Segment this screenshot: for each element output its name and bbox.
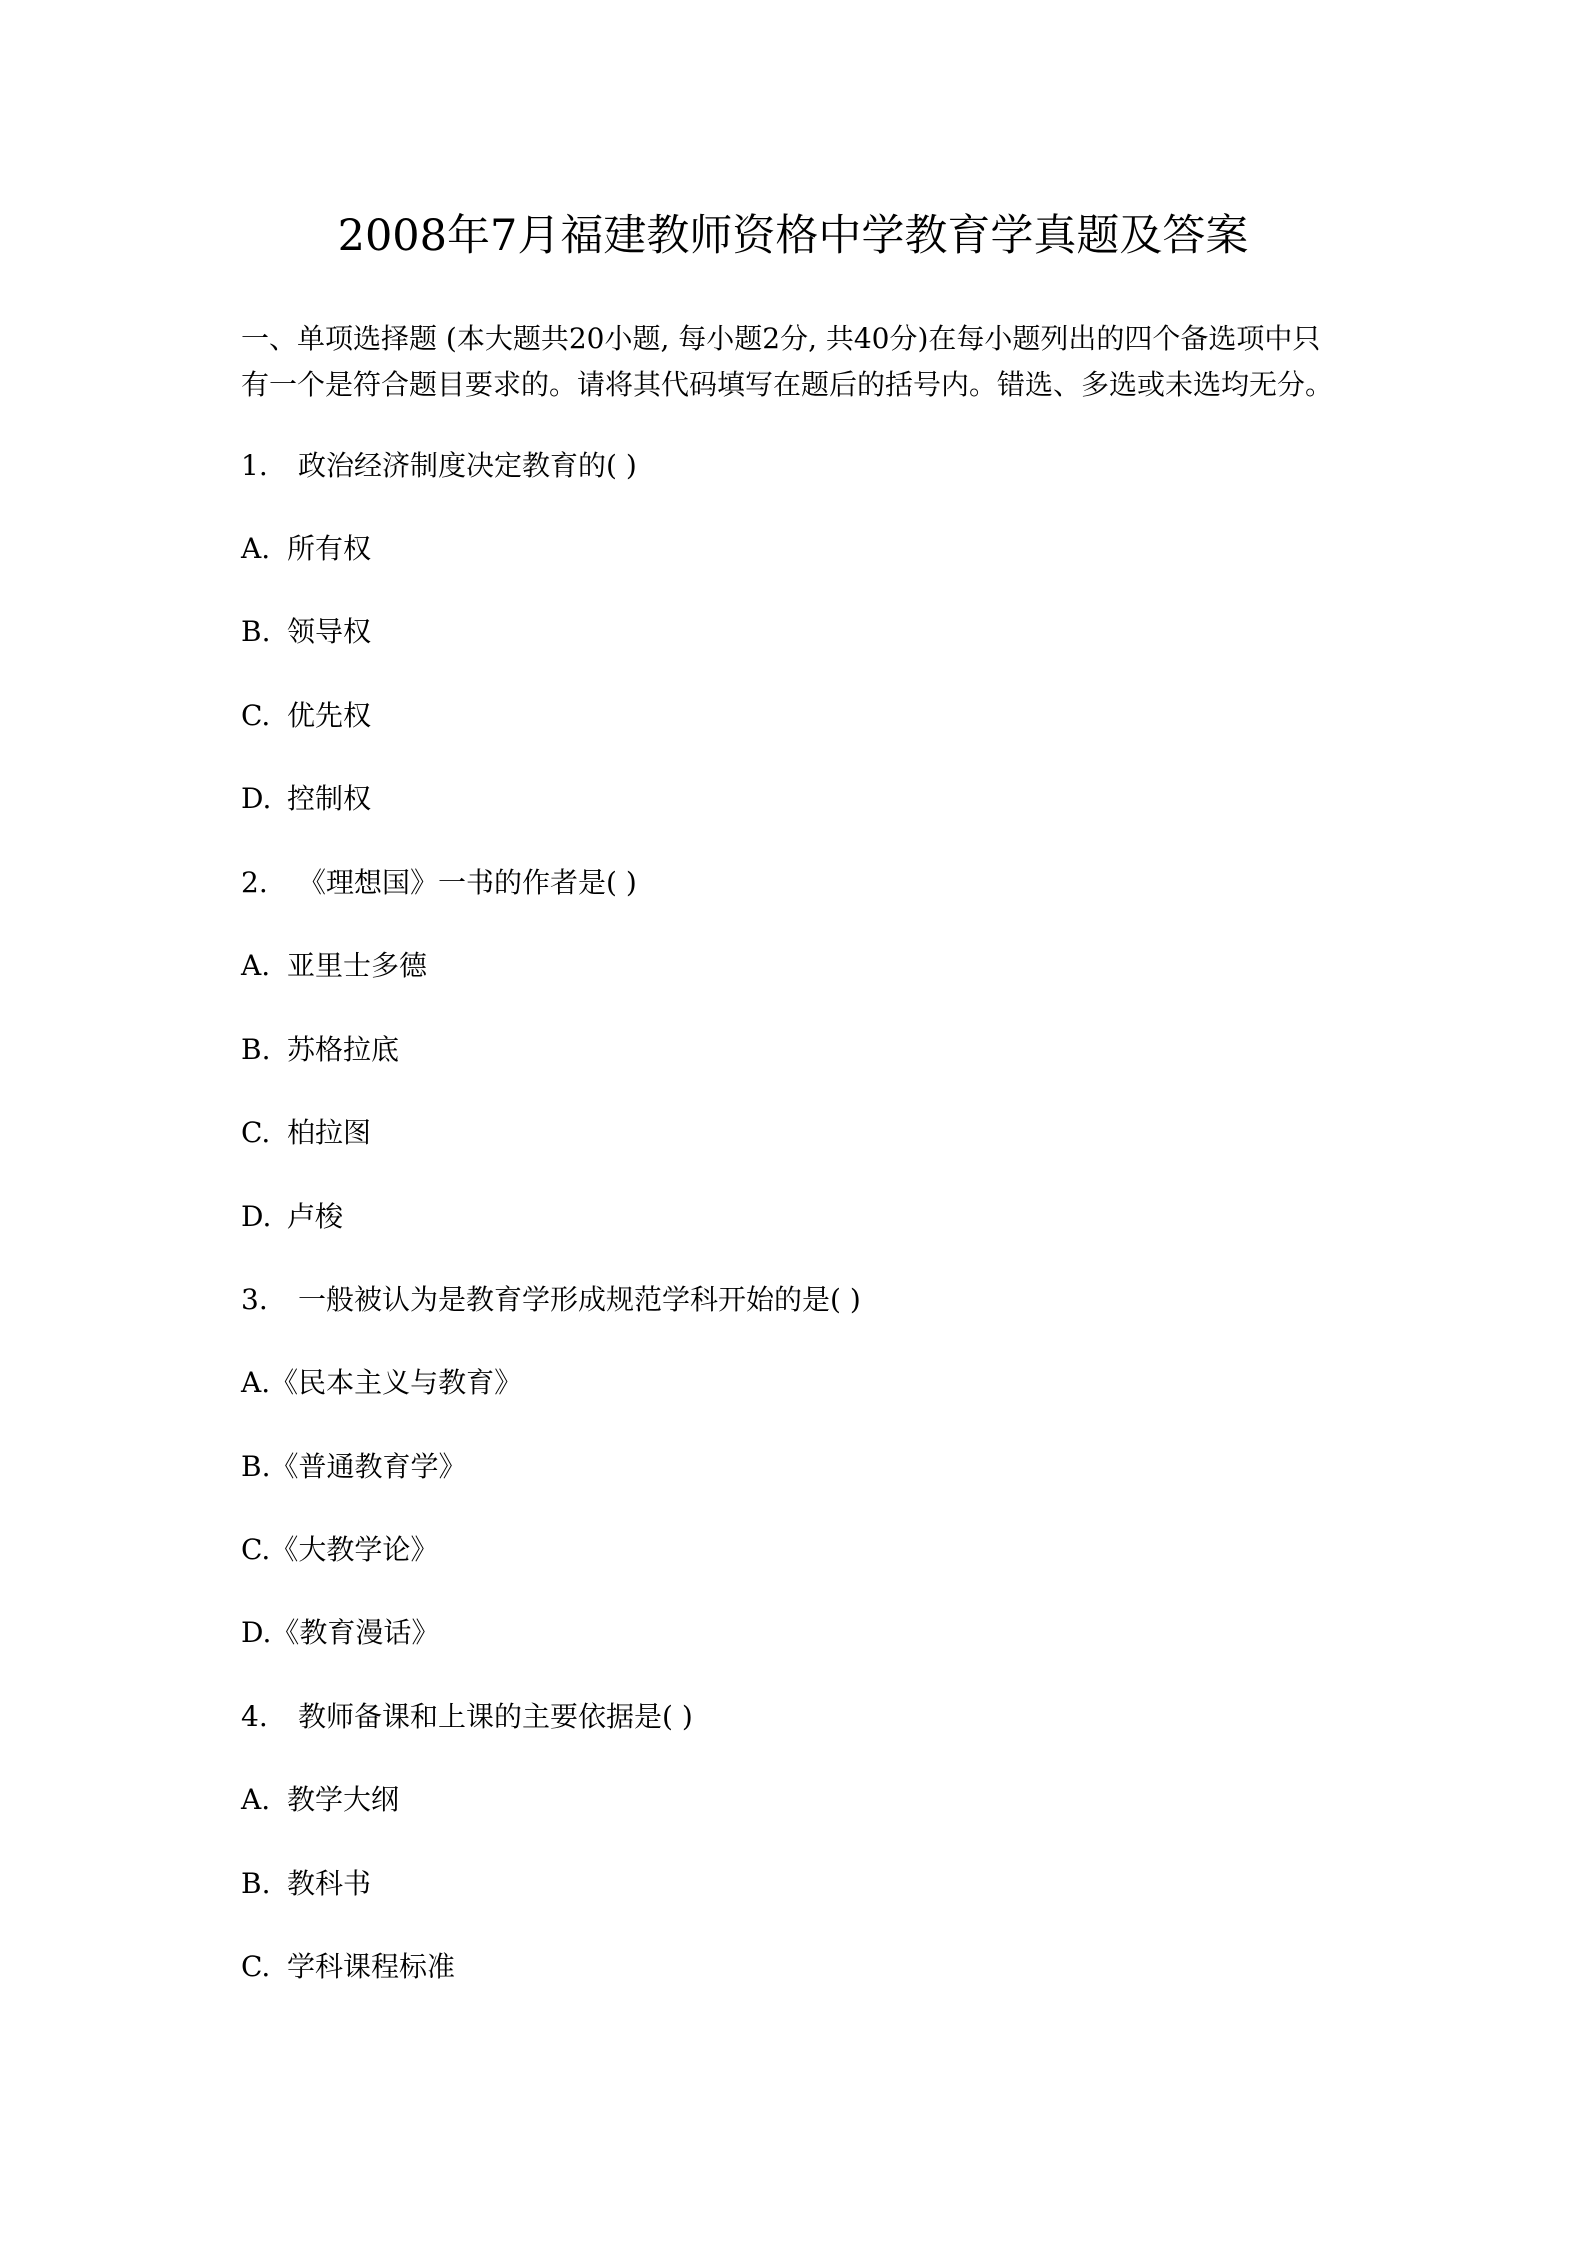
question-2-option-b xyxy=(241,1030,399,1070)
question-4-option-b xyxy=(241,1864,371,1904)
question-stem: 教师备课和上课的主要依据是( ) xyxy=(298,1700,693,1733)
option-text: 苏格拉底 xyxy=(287,1033,400,1066)
question-2 xyxy=(241,863,637,903)
question-stem: 《理想国》一书的作者是( ) xyxy=(298,866,637,899)
question-1-option-b xyxy=(241,612,371,652)
option-label: B. xyxy=(241,1450,271,1483)
option-label: C. xyxy=(241,699,271,732)
option-text: 学科课程标准 xyxy=(287,1950,456,1983)
option-label: C. xyxy=(241,1533,271,1566)
option-label: B. xyxy=(241,1867,271,1900)
option-label: D. xyxy=(241,782,272,815)
question-1-option-d xyxy=(241,779,371,819)
option-label: A. xyxy=(241,532,271,565)
question-3-option-a xyxy=(241,1363,522,1403)
question-3-option-d xyxy=(241,1613,439,1653)
option-label: C. xyxy=(241,1116,271,1149)
option-text: 亚里士多德 xyxy=(287,949,428,982)
question-stem: 一般被认为是教育学形成规范学科开始的是( ) xyxy=(298,1283,861,1316)
section-instructions xyxy=(241,316,1391,408)
question-4 xyxy=(241,1697,693,1737)
option-label: D. xyxy=(241,1200,272,1233)
question-2-option-d xyxy=(241,1197,343,1237)
option-text: 所有权 xyxy=(287,532,372,565)
instructions-line-2: 有一个是符合题目要求的。请将其代码填写在题后的括号内。错选、多选或未选均无分。 xyxy=(241,368,1334,401)
question-1-option-c xyxy=(241,696,371,736)
question-4-option-a xyxy=(241,1780,399,1820)
question-number: 3. xyxy=(241,1283,268,1316)
option-text: 《大教学论》 xyxy=(270,1533,439,1566)
option-label: A. xyxy=(241,1366,271,1399)
option-label: D. xyxy=(241,1616,272,1649)
option-text: 《普通教育学》 xyxy=(270,1450,467,1483)
option-text: 教学大纲 xyxy=(287,1783,400,1816)
option-text: 卢梭 xyxy=(287,1200,344,1233)
option-text: 优先权 xyxy=(287,699,372,732)
question-3-option-b xyxy=(241,1447,467,1487)
question-3-option-c xyxy=(241,1530,438,1570)
option-label: C. xyxy=(241,1950,271,1983)
option-text: 教科书 xyxy=(287,1867,372,1900)
question-1 xyxy=(241,446,637,486)
option-label: A. xyxy=(241,1783,271,1816)
question-3 xyxy=(241,1280,861,1320)
option-text: 柏拉图 xyxy=(287,1116,372,1149)
question-number: 2. xyxy=(241,866,268,899)
question-2-option-a xyxy=(241,946,427,986)
question-2-option-c xyxy=(241,1113,371,1153)
question-stem: 政治经济制度决定教育的( ) xyxy=(298,449,637,482)
question-1-option-a xyxy=(241,529,371,569)
option-label: B. xyxy=(241,615,271,648)
question-number: 1. xyxy=(241,449,268,482)
option-text: 控制权 xyxy=(287,782,372,815)
instructions-line-1: 一、单项选择题 (本大题共20小题, 每小题2分, 共40分)在每小题列出的四个备选项中只 xyxy=(241,322,1321,355)
option-text: 《民本主义与教育》 xyxy=(270,1366,523,1399)
document-title: 2008年7月福建教师资格中学教育学真题及答案 xyxy=(337,211,1249,261)
option-text: 领导权 xyxy=(287,615,372,648)
option-label: A. xyxy=(241,949,271,982)
option-text: 《教育漫话》 xyxy=(271,1616,440,1649)
question-number: 4. xyxy=(241,1700,268,1733)
question-4-option-c xyxy=(241,1947,455,1987)
option-label: B. xyxy=(241,1033,271,1066)
